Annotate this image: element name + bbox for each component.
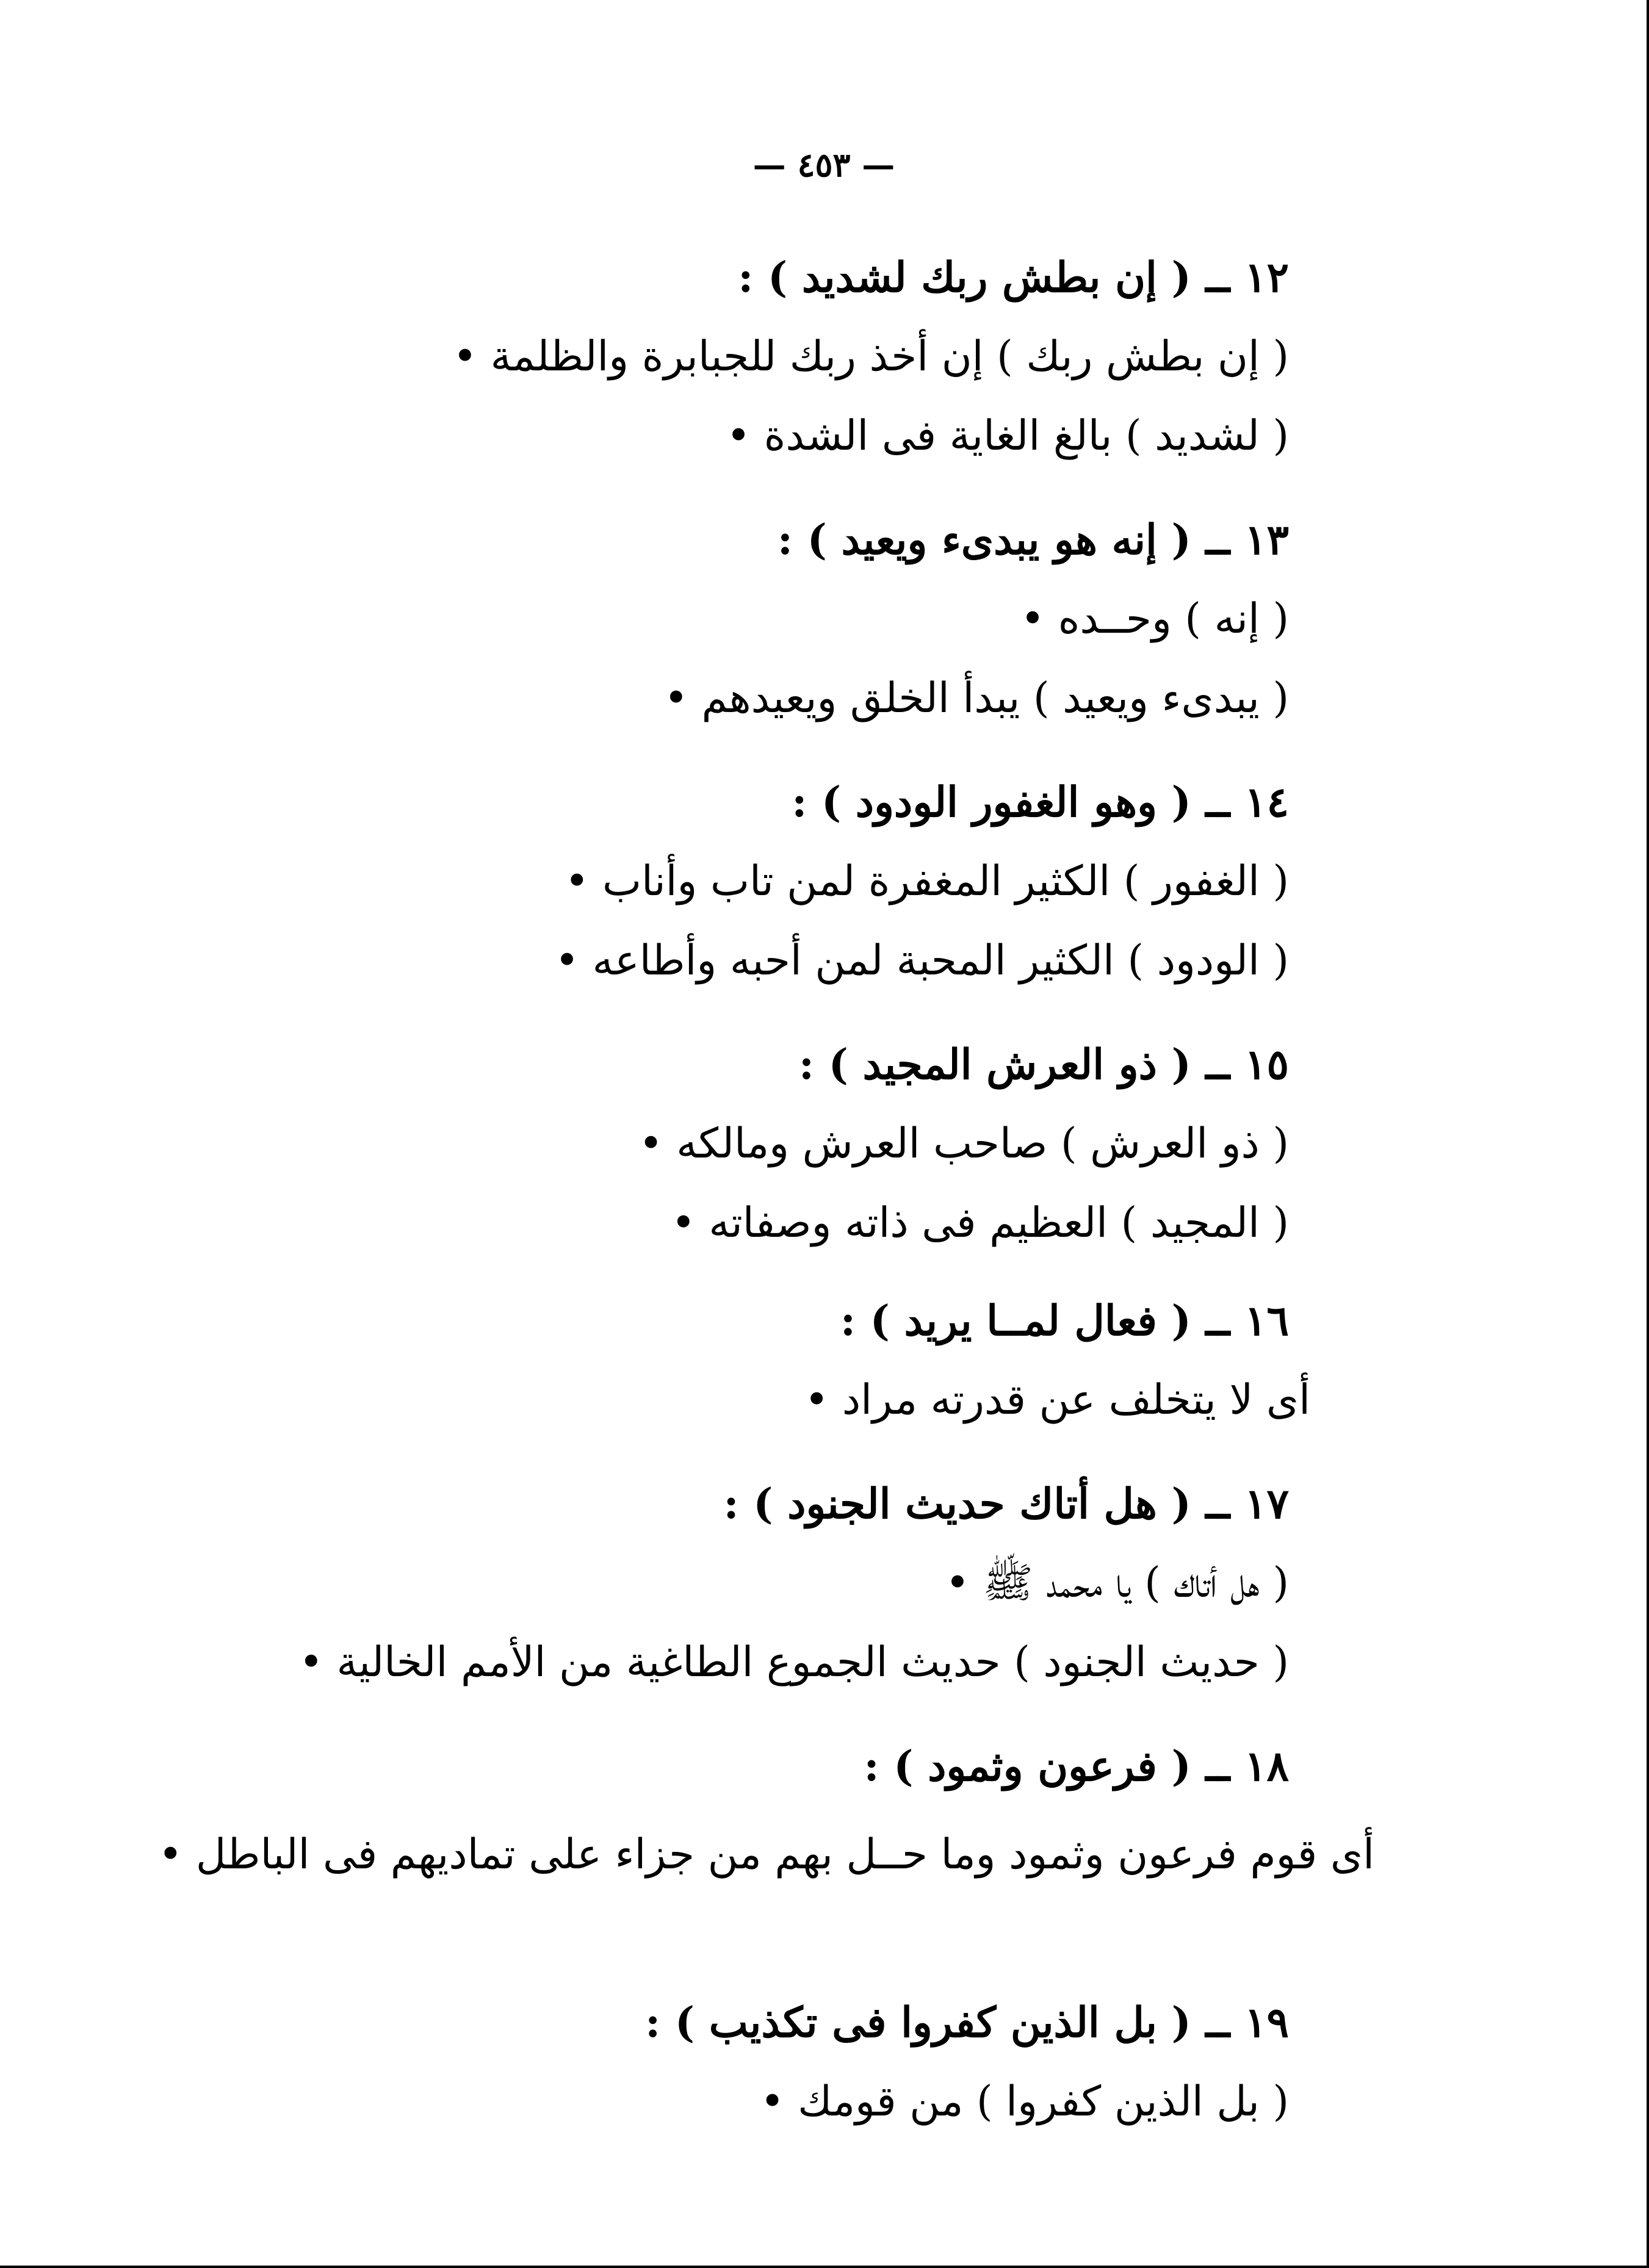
entry-16-heading: ١٦ ــ ( فعال لمــا يريد ) : bbox=[840, 1297, 1289, 1345]
entry-14-line-1: ( الغفور ) الكثير المغفرة لمن تاب وأناب • bbox=[565, 857, 1289, 905]
page-border-bottom bbox=[0, 2266, 1649, 2268]
entry-12-heading: ١٢ ــ ( إن بطش ربك لشديد ) : bbox=[738, 253, 1289, 302]
entry-12-line-2: ( لشديد ) بالغ الغاية فى الشدة • bbox=[726, 412, 1289, 460]
entry-14-heading: ١٤ ــ ( وهو الغفور الودود ) : bbox=[792, 778, 1289, 827]
entry-17-line-2: ( حديث الجنود ) حديث الجموع الطاغية من الأمم الخالية • bbox=[298, 1638, 1289, 1687]
entry-19-line-1: ( بل الذين كفروا ) من قومك • bbox=[760, 2078, 1289, 2126]
entry-13-heading: ١٣ ــ ( إنه هو يبدىء ويعيد ) : bbox=[777, 516, 1289, 564]
entry-15-line-1: ( ذو العرش ) صاحب العرش ومالكه • bbox=[638, 1120, 1289, 1168]
entry-15-line-2: ( المجيد ) العظيم فى ذاته وصفاته • bbox=[671, 1199, 1289, 1247]
page-number: — ٤٥٣ — bbox=[752, 145, 895, 184]
entry-19-heading: ١٩ ــ ( بل الذين كفروا فى تكذيب ) : bbox=[645, 1998, 1289, 2047]
entry-18-heading: ١٨ ــ ( فرعون وثمود ) : bbox=[864, 1742, 1289, 1791]
entry-16-line-1: أى لا يتخلف عن قدرته مراد • bbox=[804, 1376, 1310, 1424]
entry-13-line-1: ( إنه ) وحــده • bbox=[1020, 595, 1289, 643]
entry-15-heading: ١٥ ــ ( ذو العرش المجيد ) : bbox=[798, 1040, 1289, 1089]
entry-18-line-1: أى قوم فرعون وثمود وما حــل بهم من جزاء على تماديهم فى الباطل • bbox=[158, 1831, 1374, 1879]
entry-17-line-1: ( هل أتاك ) يا محمد ﷺ • bbox=[945, 1559, 1289, 1607]
entry-13-line-2: ( يبدىء ويعيد ) يبدأ الخلق ويعيدهم • bbox=[663, 674, 1289, 722]
entry-12-line-1: ( إن بطش ربك ) إن أخذ ربك للجبابرة والظلمة • bbox=[452, 333, 1289, 381]
page-border-right bbox=[1647, 0, 1649, 2268]
entry-14-line-2: ( الودود ) الكثير المحبة لمن أحبه وأطاعه • bbox=[554, 937, 1289, 985]
entry-17-heading: ١٧ ــ ( هل أتاك حديث الجنود ) : bbox=[723, 1480, 1289, 1528]
